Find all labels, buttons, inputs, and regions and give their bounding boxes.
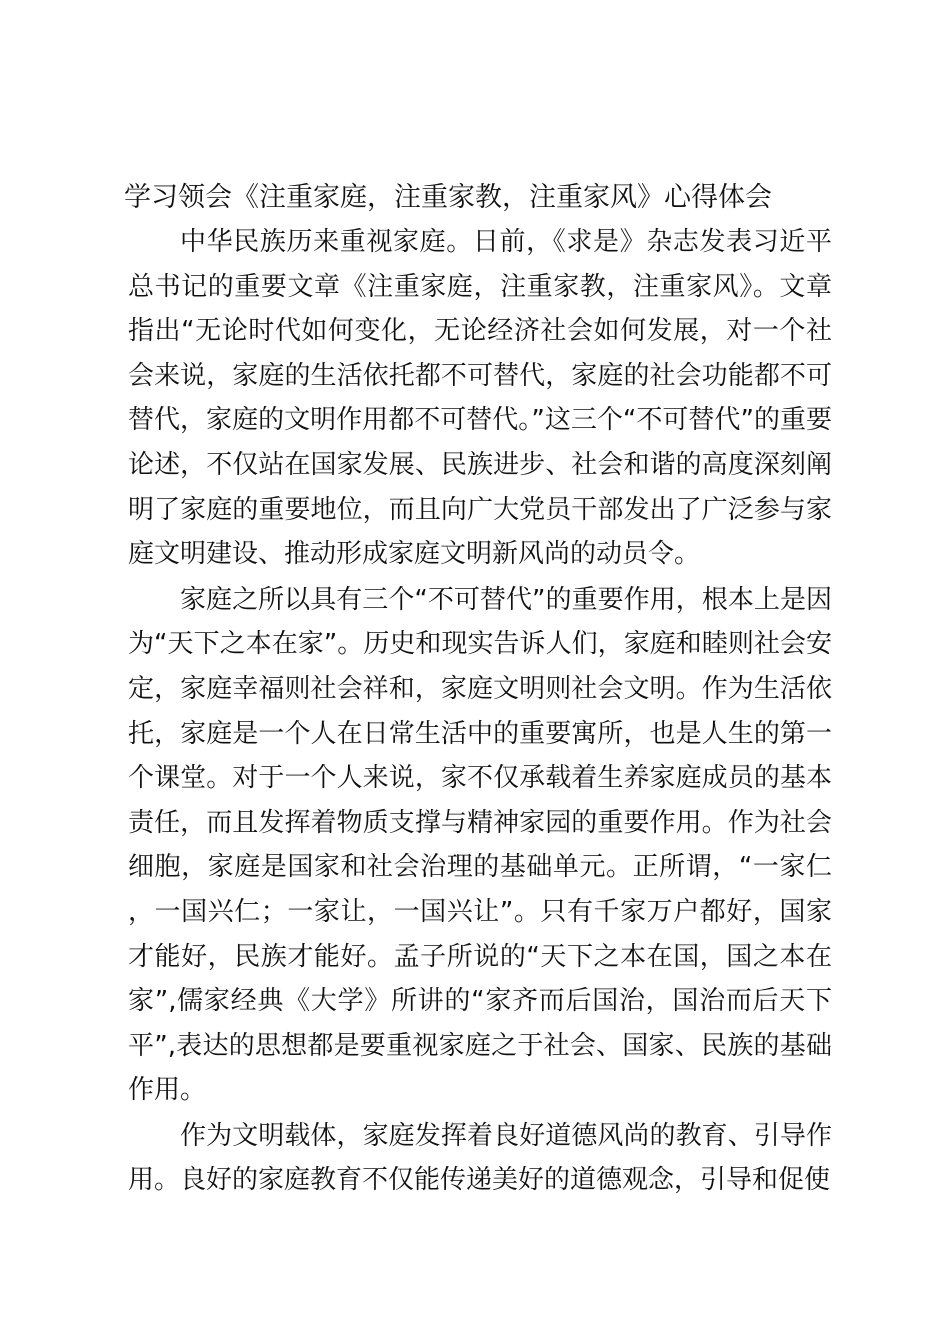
paragraph-2: 家庭之所以具有三个“不可替代”的重要作用，根本上是因为“天下之本在家”。历史和现实告诉人们，家庭和睦则社会安定，家庭幸福则社会祥和，家庭文明则社会文明。作为生活依托，家庭是一个人在日常生活中的重要寓所，也是人生的第一个课堂。对于一个人来说，家不仅承载着生养家庭成员的基本责任，而且发挥着物质支撑与精神家园的重要作用。作为社会细胞，家庭是国家和社会治理的基础单元。正所谓，“一家仁，一国兴仁；一家让，一国兴让”。只有千家万户都好，国家才能好，民族才能好。孟子所说的“天下之本在国，国之本在家”,儒家经典《大学》所讲的“家齐而后国治，国治而后天下平”,表达的思想都是要重视家庭之于社会、国家、民族的基础作用。 xyxy=(128,584,832,1106)
document-page xyxy=(124,176,832,1203)
document-title: 学习领会《注重家庭，注重家教，注重家风》心得体会 xyxy=(124,182,772,213)
paragraph-3: 作为文明载体，家庭发挥着良好道德风尚的教育、引导作用。良好的家庭教育不仅能传递美好的道德观念，引导和促使 xyxy=(128,1120,832,1196)
paragraph-1: 中华民族历来重视家庭。日前，《求是》杂志发表习近平总书记的重要文章《注重家庭，注重家教，注重家风》。文章指出“无论时代如何变化，无论经济社会如何发展，对一个社会来说，家庭的生活依托都不可替代，家庭的社会功能都不可替代，家庭的文明作用都不可替代。”这三个“不可替代”的重要论述，不仅站在国家发展、民族进步、社会和谐的高度深刻阐明了家庭的重要地位，而且向广大党员干部发出了广泛参与家庭文明建设、推动形成家庭文明新风尚的动员令。 xyxy=(128,227,832,570)
